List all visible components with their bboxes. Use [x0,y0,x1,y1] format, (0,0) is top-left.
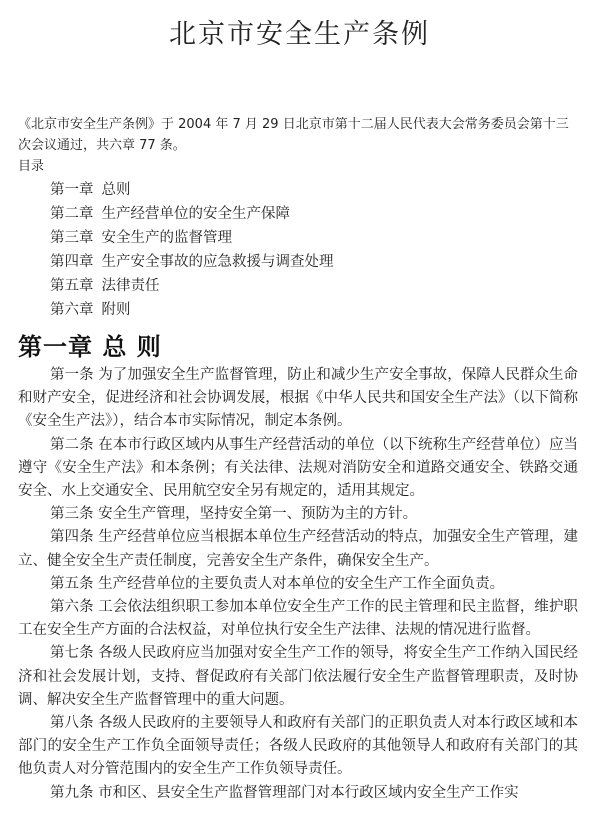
toc-item-title: 法律责任 [101,278,160,294]
intro-paragraph: 《北京市安全生产条例》于 2004 年 7 月 29 日北京市第十二届人民代表大会常务委员会第十三次会议通过，共六章 77 条。 [18,117,569,153]
toc-item[interactable] [50,274,334,298]
toc-item-number: 第一章 [50,182,94,198]
toc-item[interactable] [50,202,334,226]
article-paragraph: 第一条 为了加强安全生产监督管理，防止和减少生产安全事故，保障人民群众生命和财产安全，促进经济和社会协调发展，根据《中华人民共和国安全生产法》（以下简称《安全生产法》），结合本市实际情况，制定本条例。 [18,367,578,430]
toc-item-number: 第二章 [50,206,94,222]
article-paragraph: 第四条 生产经营单位应当根据本单位生产经营活动的特点，加强安全生产管理，建立、健全安全生产责任制度，完善安全生产条件，确保安全生产。 [18,529,578,569]
toc-item-number: 第六章 [50,302,94,318]
toc-item[interactable] [50,178,334,202]
chapter-body [18,364,578,805]
chapter-heading: 第一章 总 则 [18,333,162,361]
toc-item-number: 第三章 [50,230,94,246]
toc-item[interactable] [50,250,334,274]
article-paragraph: 第五条 生产经营单位的主要负责人对本单位的安全生产工作全面负责。 [50,575,505,592]
toc-label: 目录 [18,159,45,174]
document-title: 北京市安全生产条例 [169,19,430,50]
toc-item-title: 总则 [101,182,131,198]
article-paragraph: 第二条 在本市行政区域内从事生产经营活动的单位（以下统称生产经营单位）应当遵守《安全生产法》和本条例；有关法律、法规对消防安全和道路交通安全、铁路交通安全、水上交通安全、民用航空安全另有规定的，适用其规定。 [18,436,578,500]
toc-item-number: 第四章 [50,254,94,270]
toc-item-title: 附则 [101,302,131,318]
article-paragraph: 第七条 各级人民政府应当加强对安全生产工作的领导，将安全生产工作纳入国民经济和社会发展计划，支持、督促政府有关部门依法履行安全生产监督管理职责，及时协调、解决安全生产监督管理中的重大问题。 [18,645,578,708]
toc-item-number: 第五章 [50,278,94,294]
toc-item-title: 生产经营单位的安全生产保障 [101,206,290,222]
article-paragraph: 第六条 工会依法组织职工参加本单位安全生产工作的民主管理和民主监督，维护职工在安全生产方面的合法权益，对单位执行安全生产法律、法规的情况进行监督。 [18,599,578,639]
article-paragraph: 第八条 各级人民政府的主要领导人和政府有关部门的正职负责人对本行政区域和本部门的安全生产工作负全面领导责任；各级人民政府的其他领导人和政府有关部门的其他负责人对分管范围内的安全生产工作负领导责任。 [18,715,578,778]
toc-item[interactable] [50,298,334,322]
toc-item[interactable] [50,226,334,250]
article-paragraph: 第三条 安全生产管理，坚持安全第一、预防为主的方针。 [50,506,418,523]
table-of-contents [50,178,334,322]
toc-item-title: 生产安全事故的应急救援与调查处理 [101,254,334,270]
article-paragraph: 第九条 市和区、县安全生产监督管理部门对本行政区域内安全生产工作实 [50,784,519,801]
toc-item-title: 安全生产的监督管理 [101,230,232,246]
